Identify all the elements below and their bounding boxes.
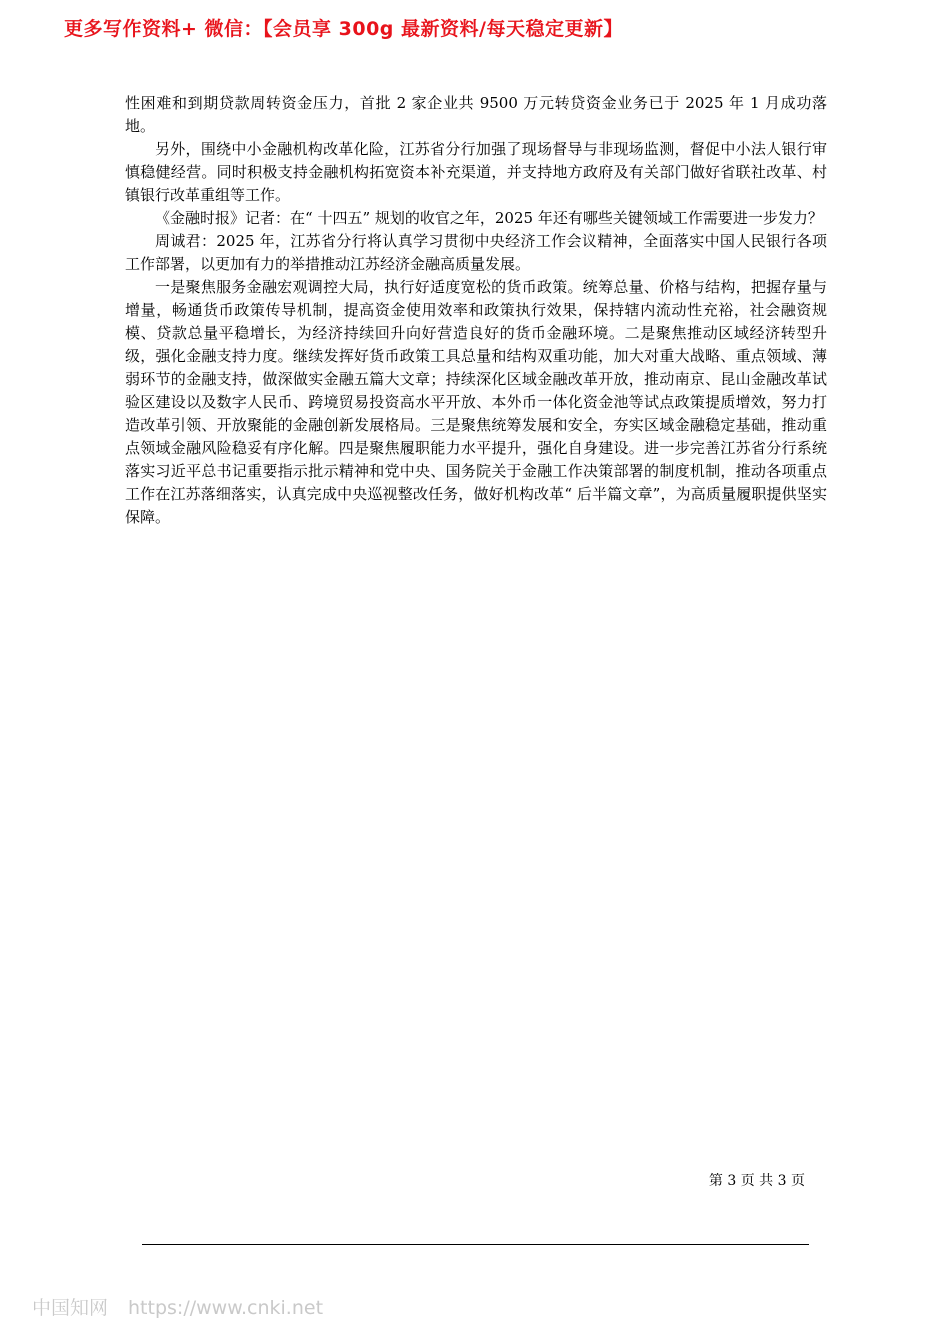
- paragraph-2: 另外，围绕中小金融机构改革化险，江苏省分行加强了现场督导与非现场监测，督促中小法人银行审慎稳健经营。同时积极支持金融机构拓宽资本补充渠道，并支持地方政府及有关部门做好省联社改革、村镇银行改革重组等工作。: [125, 140, 827, 204]
- paragraph-1: 性困难和到期贷款周转资金压力，首批 2 家企业共 9500 万元转贷资金业务已于 2025 年 1 月成功落地。: [125, 94, 827, 135]
- watermark-url: https://www.cnki.net: [128, 1297, 324, 1319]
- cnki-watermark: [32, 1293, 323, 1320]
- promo-banner: 更多写作资料+ 微信：【会员享 300g 最新资料/每天稳定更新】: [64, 18, 623, 40]
- paragraph-5: 一是聚焦服务金融宏观调控大局，执行好适度宽松的货币政策。统筹总量、价格与结构，把握存量与增量，畅通货币政策传导机制，提高资金使用效率和政策执行效果，保持辖内流动性充裕，社会融资规模、贷款总量平稳增长，为经济持续回升向好营造良好的货币金融环境。二是聚焦推动区域经济转型升级，强化金融支持力度。继续发挥好货币政策工具总量和结构双重功能，加大对重大战略、重点领域、薄弱环节的金融支持，做深做实金融五篇大文章；持续深化区域金融改革开放，推动南京、昆山金融改革试验区建设以及数字人民币、跨境贸易投资高水平开放、本外币一体化资金池等试点政策提质增效，努力打造改革引领、开放聚能的金融创新发展格局。三是聚焦统筹发展和安全，夯实区域金融稳定基础，推动重点领域金融风险稳妥有序化解。四是聚焦履职能力水平提升，强化自身建设。进一步完善江苏省分行系统落实习近平总书记重要指示批示精神和党中央、国务院关于金融工作决策部署的制度机制，推动各项重点工作在江苏落细落实，认真完成中央巡视整改任务，做好机构改革“ 后半篇文章”，为高质量履职提供坚实保障。: [125, 278, 827, 526]
- paragraph-4: 周诚君：2025 年，江苏省分行将认真学习贯彻中央经济工作会议精神，全面落实中国人民银行各项工作部署，以更加有力的举措推动江苏经济金融高质量发展。: [125, 232, 827, 273]
- document-body: [125, 92, 827, 529]
- footer-divider: [142, 1244, 809, 1245]
- page-number: 第 3 页 共 3 页: [708, 1173, 805, 1189]
- paragraph-3: 《金融时报》记者：在“ 十四五” 规划的收官之年，2025 年还有哪些关键领域工作需要进一步发力？: [155, 209, 823, 227]
- watermark-site-name: 中国知网: [32, 1297, 109, 1319]
